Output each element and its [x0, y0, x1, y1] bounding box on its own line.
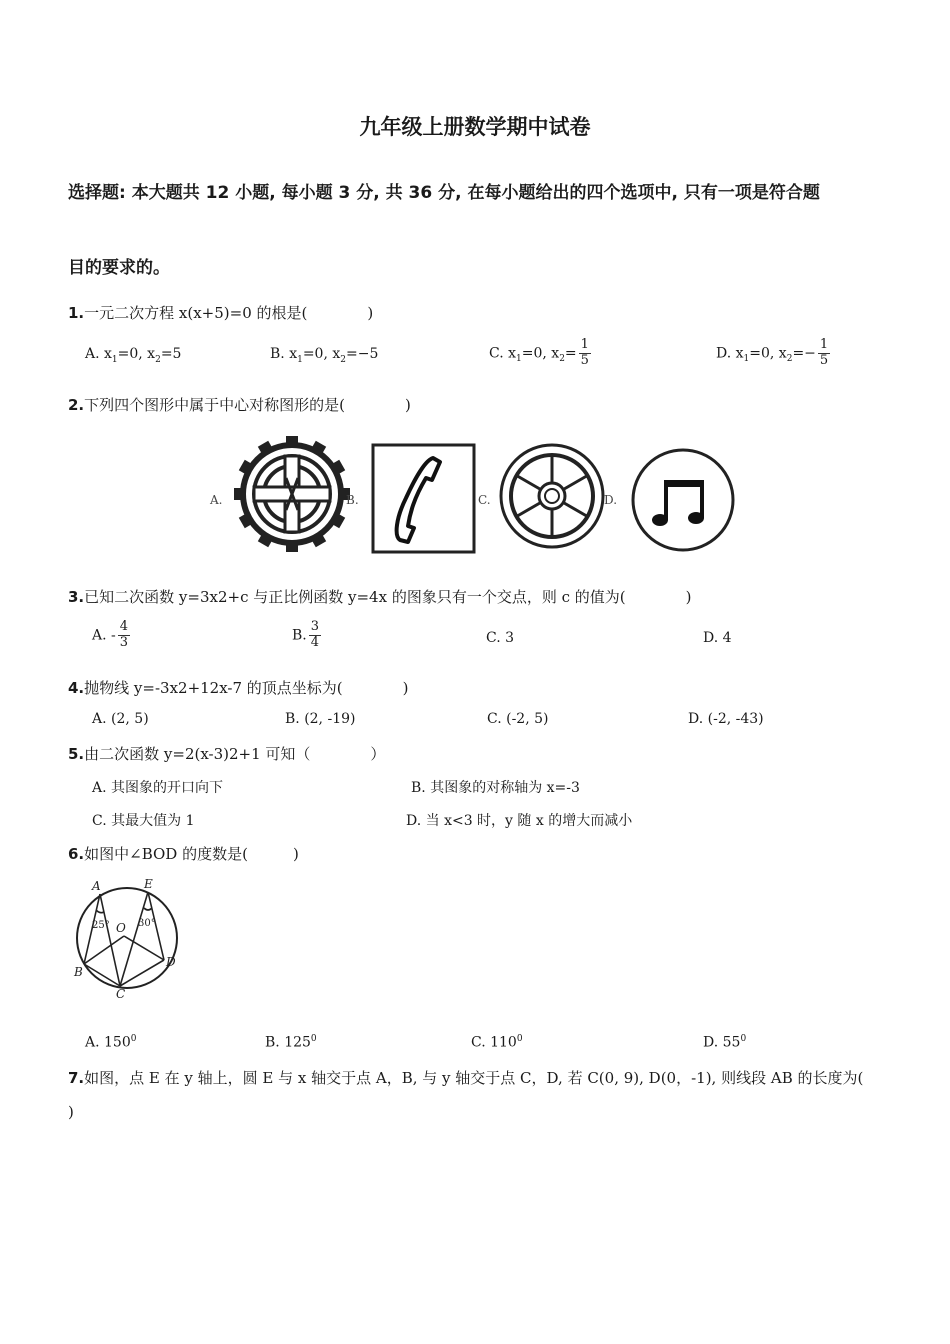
q6-option-d: D. $55^0$ [703, 1034, 747, 1051]
question-5 [68, 743, 385, 764]
question-number: 4. [68, 679, 85, 697]
question-3 [68, 586, 691, 607]
point-label-e: E [144, 877, 153, 891]
question-7-continued: ) [68, 1103, 74, 1121]
q1-option-b: B. $x_1=0$, $x_2=-5$ [270, 346, 379, 365]
question-text: 下列四个图形中属于中心对称图形的是( ) [84, 396, 411, 414]
question-text: 已知二次函数 y=3x2+c 与正比例函数 y=4x 的图象只有一个交点，则 c 的值为( ) [84, 588, 692, 606]
q5-option-d: D. 当 x<3 时，y 随 x 的增大而减小 [406, 813, 633, 829]
q3-option-b: B. $\frac{3}{4}$ [292, 619, 320, 650]
q1-option-d: D. $x_1=0$, $x_2=-$ $\frac{1}{5}$ [716, 337, 829, 368]
figure-label-a: A. [210, 493, 223, 507]
question-6 [68, 843, 299, 864]
figure-label-c: C. [478, 493, 491, 507]
q3-option-c: C. 3 [486, 630, 515, 646]
fraction: $\frac{3}{4}$ [310, 619, 320, 650]
question-text: 抛物线 y=-3x2+12x-7 的顶点坐标为( ) [84, 679, 409, 697]
question-number: 2. [68, 396, 85, 414]
figure-label-d: D. [604, 493, 618, 507]
section-instructions-line2: 目的要求的。 [68, 258, 170, 278]
fraction: $\frac{1}{5}$ [580, 337, 589, 368]
question-number: 7. [68, 1069, 85, 1087]
question-number: 5. [68, 745, 85, 763]
q6-option-a: A. $150^0$ [85, 1034, 137, 1051]
question-number: 6. [68, 845, 85, 863]
q5-option-c: C. 其最大值为 1 [92, 813, 195, 829]
q3-option-d: D. 4 [703, 630, 732, 646]
question-number: 3. [68, 588, 85, 606]
point-label-a: A [92, 879, 101, 893]
q5-option-b: B. 其图象的对称轴为 x=-3 [411, 780, 580, 796]
question-text: 如图中∠BOD 的度数是( ) [84, 845, 299, 863]
q3-option-a: A. - $\frac{4}{3}$ [92, 619, 129, 650]
point-label-d: D [166, 955, 176, 969]
q1-option-a: A. $x_1=0$, $x_2=5$ [85, 346, 182, 365]
page-title: 九年级上册数学期中试卷 [359, 115, 591, 139]
q4-option-d: D. (-2, -43) [688, 711, 764, 727]
point-label-b: B [74, 965, 83, 979]
fraction: $\frac{4}{3}$ [119, 619, 129, 650]
gear-figure [234, 436, 350, 552]
q6-option-c: C. $110^0$ [471, 1034, 523, 1051]
q5-option-a: A. 其图象的开口向下 [92, 780, 224, 796]
angle-label-25: 25° [92, 920, 110, 931]
question-2 [68, 394, 411, 415]
question-1 [68, 302, 373, 323]
question-text: 一元二次方程 x(x+5)=0 的根是( ) [84, 304, 374, 322]
q4-option-a: A. (2, 5) [92, 711, 149, 727]
music-note-figure [633, 450, 733, 550]
q1-option-c: C. $x_1=0$, $x_2=$ $\frac{1}{5}$ [489, 337, 589, 368]
fraction: $\frac{1}{5}$ [819, 337, 829, 368]
q4-option-b: B. (2, -19) [285, 711, 356, 727]
telephone-figure [373, 445, 474, 552]
q2-figures [200, 428, 760, 560]
question-number: 1. [68, 304, 85, 322]
section-instructions-line1: 选择题: 本大题共 12 小题, 每小题 3 分, 共 36 分, 在每小题给出的四个选项中, 只有一项是符合题 [68, 183, 820, 203]
question-text: 由二次函数 y=2(x-3)2+1 可知（ ） [84, 745, 386, 763]
question-4 [68, 677, 409, 698]
point-label-c: C [116, 987, 126, 1000]
angle-label-30: 30° [138, 918, 156, 929]
q6-circle-figure [68, 876, 188, 1000]
question-7 [68, 1067, 863, 1088]
q4-option-c: C. (-2, 5) [487, 711, 549, 727]
wheel-figure [501, 445, 603, 547]
question-text: 如图，点 E 在 y 轴上，圆 E 与 x 轴交于点 A，B, 与 y 轴交于点 C，D, 若 C(0, 9), D(0，-1), 则线段 AB 的长度为( [84, 1069, 864, 1087]
figure-label-b: B. [346, 493, 359, 507]
point-label-o: O [116, 921, 126, 935]
q6-option-b: B. $125^0$ [265, 1034, 317, 1051]
